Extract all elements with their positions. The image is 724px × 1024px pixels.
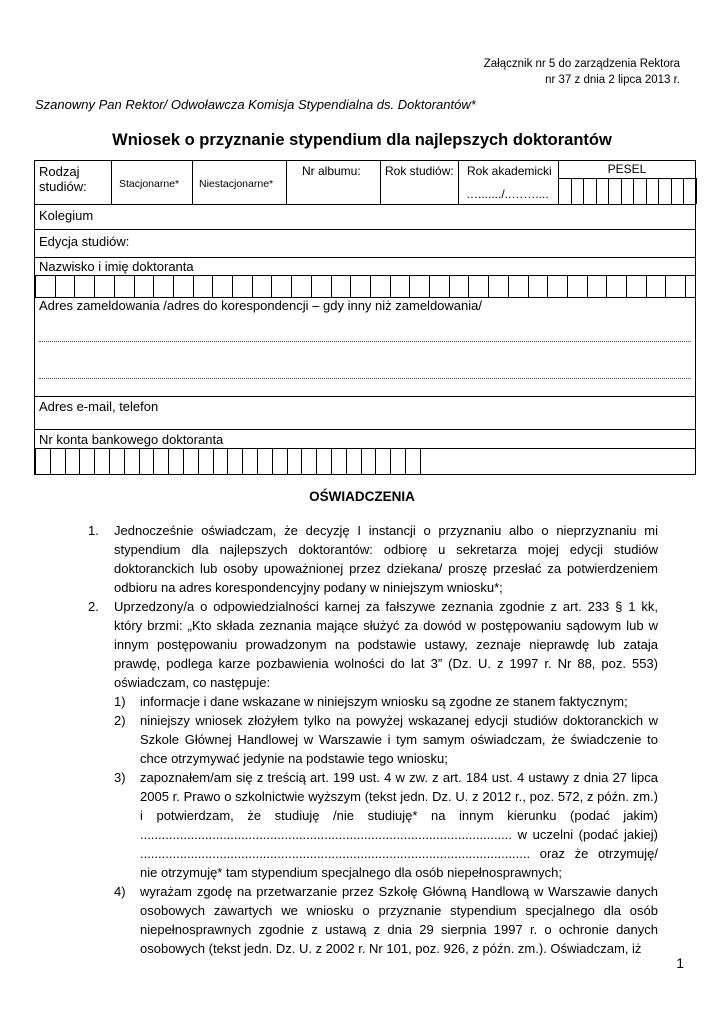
academic-year-label: Rok akademicki [467,164,552,178]
account-cell-divider [168,448,169,475]
pesel-cell-divider [583,178,584,204]
pesel-cell-divider [683,178,684,204]
row-divider [35,429,695,430]
subitems [114,692,658,958]
account-cell-divider [153,448,154,475]
name-cell-divider [291,275,292,297]
subitem-text: zapoznałem/am się z treścią art. 199 ust. 4 w zw. z art. 184 ust. 4 ustawy z dnia 27 lipca 2005 r. Prawo o szkolnictwie wyższym (tekst jedn. Dz. U. z 2012 r., poz. 572, z późn. zm.) i potwierdzam, że studiuję /nie studiuję* na innym kierunku (podać jakim) ....................................................................................................... w uczelni (podać jakiej) ............................................................................................................ oraz że otrzymuję/ nie otrzymuję* tam stypendium specjalnego dla osób niepełnosprawnych; [140,770,658,880]
row-divider [35,448,695,449]
pesel-cell-divider [633,178,634,204]
study-type-text: Rodzaj studiów: [39,164,87,194]
account-cell-divider [213,448,214,475]
name-cell-divider [74,275,75,297]
declaration-item [88,521,658,597]
name-cell-divider [567,275,568,297]
subitem-number: 4) [114,884,126,899]
account-cell-divider [257,448,258,475]
account-cell-divider [361,448,362,475]
pesel-cell-divider [571,178,572,204]
account-cell-divider [183,448,184,475]
name-cell-divider [547,275,548,297]
declarations-heading: OŚWIADCZENIA [309,489,415,504]
declaration-subitem [114,692,658,711]
account-cell-divider [242,448,243,475]
name-cell-divider [173,275,174,297]
name-label: Nazwisko i imię doktoranta [39,259,194,274]
item-text: Uprzedzony/a o odpowiedzialności karnej za fałszywe zeznania zgodnie z art. 233 § 1 kk, który brzmi: „Kto składa zeznania mające służyć za dowód w postępowaniu sądowym lub w innym postępowaniu prowadzonym na podstawie ustawy, zeznaje nieprawdę lub zataja prawdę, podlega karze pozbawienia wolności do lat 3” (Dz. U. z 1997 r. Nr 88, poz. 553) oświadczam, co następuje: [114,599,658,690]
pesel-cell-divider [596,178,597,204]
item-number: 1. [88,523,99,538]
name-cell-divider [55,275,56,297]
name-cell-divider [587,275,588,297]
name-cell-divider [409,275,410,297]
name-cell-divider [626,275,627,297]
col-divider [286,161,287,204]
account-cell-divider [375,448,376,475]
item-number: 2. [88,599,99,614]
application-form [34,160,696,475]
album-label: Nr albumu: [302,164,361,178]
nonstationary-option[interactable]: Niestacjonarne* [199,178,274,190]
name-cell-divider [134,275,135,297]
col-divider [458,161,459,204]
name-cell-divider [685,275,686,297]
subitem-number: 2) [114,713,126,728]
pesel-cell-divider [646,178,647,204]
name-cell-divider [390,275,391,297]
row-divider [35,396,695,397]
col-divider [192,161,193,204]
form-title: Wniosek o przyznanie stypendium dla najlepszych doktorantów [112,131,612,149]
pesel-label: PESEL [607,162,647,176]
account-cell-divider [272,448,273,475]
pesel-cell-divider [696,178,697,204]
address-dotted-line [39,341,691,342]
attachment-line-1: Załącznik nr 5 do zarządzenia Rektora [483,58,680,70]
academic-year-value[interactable]: …......./..…….... [466,187,549,201]
name-cell-divider [252,275,253,297]
name-cell-divider [508,275,509,297]
account-cell-divider [420,448,421,475]
name-cell-divider [528,275,529,297]
bank-account-label: Nr konta bankowego doktoranta [39,432,224,447]
attachment-note [484,56,680,88]
subitem-number: 1) [114,694,126,709]
name-cell-divider [646,275,647,297]
subitem-number: 3) [114,770,126,785]
account-cell-divider [390,448,391,475]
account-cell-divider [35,448,36,475]
name-cell-divider [468,275,469,297]
declaration-subitem [114,711,658,768]
account-cell-divider [301,448,302,475]
subitem-text: informacje i dane wskazane w niniejszym wniosku są zgodne ze stanem faktycznym; [140,694,628,709]
account-cell-divider [405,448,406,475]
account-cell-divider [287,448,288,475]
account-cell-divider [331,448,332,475]
pesel-header-divider [558,178,695,179]
pesel-cell-divider [658,178,659,204]
pesel-cell-divider [621,178,622,204]
study-year-label: Rok studiów: [385,164,454,178]
name-cell-divider [665,275,666,297]
name-cell-divider [232,275,233,297]
name-cell-divider [370,275,371,297]
account-cell-divider [227,448,228,475]
name-cell-divider [429,275,430,297]
name-cell-divider [35,275,36,297]
name-cell-divider [311,275,312,297]
contact-label: Adres e-mail, telefon [39,399,159,414]
addressee: Szanowny Pan Rektor/ Odwoławcza Komisja Stypendialna ds. Doktorantów* [35,97,476,112]
account-cell-divider [124,448,125,475]
name-cell-divider [331,275,332,297]
row-divider [35,204,695,205]
name-cell-divider [350,275,351,297]
name-cell-divider [606,275,607,297]
pesel-cell-divider [558,178,559,204]
row-divider [35,229,695,230]
item-text: Jednocześnie oświadczam, że decyzję I instancji o przyznaniu albo o nieprzyznaniu mi stypendium dla najlepszych doktorantów: odbiorę u sekretarza mojej edycji studiów doktoranckich lub osoby upoważnionej przez dziekana/ proszę przesłać za potwierdzeniem odbioru na adres korespondencyjny podany w niniejszym wniosku*; [114,523,658,595]
account-cell-divider [65,448,66,475]
account-cell-divider [109,448,110,475]
account-cell-divider [79,448,80,475]
name-cell-divider [212,275,213,297]
declarations-list [88,521,658,958]
name-cell-divider [449,275,450,297]
account-cell-divider [50,448,51,475]
account-cell-divider [316,448,317,475]
name-cell-divider [114,275,115,297]
account-cell-divider [346,448,347,475]
edition-label: Edycja studiów: [39,234,130,249]
page-number: 1 [676,955,684,971]
name-cell-divider [94,275,95,297]
name-cell-divider [153,275,154,297]
stationary-option[interactable]: Stacjonarne* [119,178,180,190]
subitem-text: wyrażam zgodę na przetwarzanie przez Szkołę Główną Handlową w Warszawie danych osobowych zawartych we wniosku o przyznanie stypendium specjalnego dla osób niepełnosprawnych zgodnie z ustawą z dnia 29 sierpnia 1997 r. o ochronie danych osobowych (tekst jedn. Dz. U. z 2002 r. Nr 101, poz. 926, z późn. zm.). Oświadczam, iż [140,884,658,956]
address-dotted-line [39,378,691,379]
subitem-text: niniejszy wniosek złożyłem tylko na powyżej wskazanej edycji studiów doktoranckich w Szkole Głównej Handlowej w Warszawie i tym samym oświadczam, że świadczenie to chce otrzymywać jedynie na podstawie tego wniosku; [140,713,658,766]
address-label: Adres zameldowania /adres do korespondencji – gdy inny niż zameldowania/ [39,298,482,313]
declaration-subitem [114,768,658,882]
pesel-cell-divider [671,178,672,204]
attachment-line-2: nr 37 z dnia 2 lipca 2013 r. [545,74,680,86]
college-label: Kolegium [39,208,94,223]
declaration-subitem [114,882,658,958]
col-divider [111,161,112,204]
account-cell-divider [94,448,95,475]
row-divider [35,257,695,258]
name-cell-divider [271,275,272,297]
declaration-item [88,597,658,958]
name-cell-divider [488,275,489,297]
account-cell-divider [198,448,199,475]
account-cell-divider [139,448,140,475]
study-type-label [39,164,105,194]
pesel-cell-divider [608,178,609,204]
col-divider [380,161,381,204]
name-cell-divider [193,275,194,297]
